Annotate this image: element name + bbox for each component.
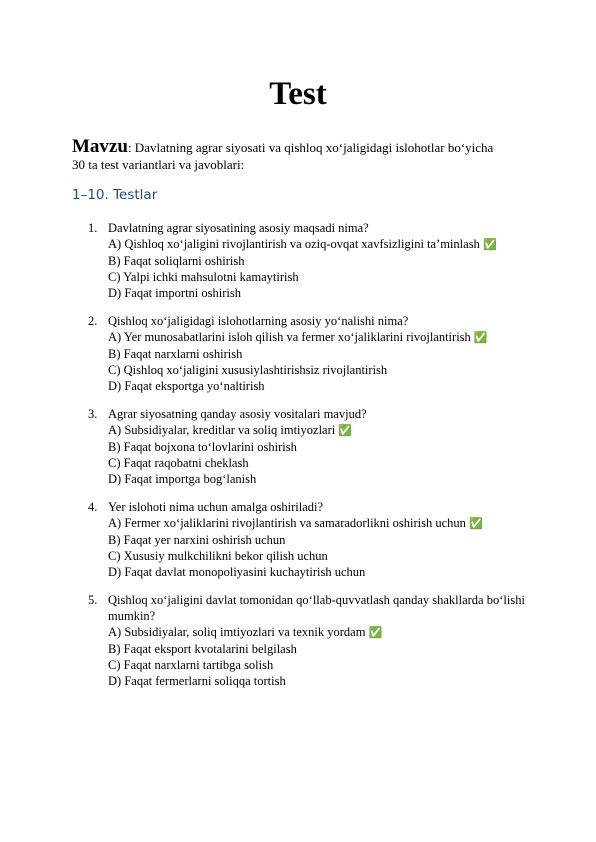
answer-option (108, 657, 528, 673)
topic-label: Mavzu (72, 136, 128, 157)
question-number: 4. (88, 500, 98, 514)
answer-option (108, 422, 528, 439)
question-number: 3. (88, 407, 98, 421)
answer-option (108, 329, 528, 346)
answer-option-text: D) Faqat fermerlarni soliqqa tortish (108, 674, 286, 688)
answer-option (108, 253, 528, 269)
question-number: 1. (88, 221, 98, 235)
answer-option (108, 673, 528, 689)
answer-option-text: D) Faqat importga bog‘lanish (108, 472, 257, 486)
answer-option-text: D) Faqat davlat monopoliyasini kuchaytirish uchun (108, 565, 366, 579)
correct-answer-check-icon: ✅ (482, 238, 497, 251)
answer-option-text: A) Yer munosabatlarini isloh qilish va fermer xo‘jaliklarini rivojlantirish (108, 330, 471, 344)
question-text: Yer islohoti nima uchun amalga oshiriladi? (108, 500, 324, 514)
question-text: Davlatning agrar siyosatining asosiy maqsadi nima? (108, 221, 369, 235)
answer-option-text: A) Subsidiyalar, kreditlar va soliq imtiyozlari (108, 423, 336, 437)
topic-paragraph (72, 138, 502, 173)
question-item (88, 313, 528, 394)
question-item (88, 592, 528, 689)
question-list (88, 220, 528, 701)
correct-answer-check-icon: ✅ (473, 331, 488, 344)
answer-option-text: C) Faqat narxlarni tartibga solish (108, 658, 274, 672)
answer-option (108, 548, 528, 564)
answer-option (108, 439, 528, 455)
answer-option-text: B) Faqat yer narxini oshirish uchun (108, 533, 286, 547)
question-text: Qishloq xo‘jaligini davlat tomonidan qo‘llab-quvvatlash qanday shakllarda bo‘lishi mumkin? (108, 593, 525, 623)
question-text: Agrar siyosatning qanday asosiy vositalari mavjud? (108, 407, 367, 421)
answer-option-text: B) Faqat eksport kvotalarini belgilash (108, 642, 297, 656)
topic-text: : Davlatning agrar siyosati va qishloq xo‘jaligidagi islohotlar bo‘yicha 30 ta test variantlari va javoblari: (72, 140, 494, 172)
section-heading: 1–10. Testlar (72, 187, 158, 203)
answer-option-text: D) Faqat importni oshirish (108, 286, 241, 300)
answer-option-text: C) Faqat raqobatni cheklash (108, 456, 249, 470)
answer-option-text: C) Xususiy mulkchilikni bekor qilish uchun (108, 549, 328, 563)
answer-option-text: C) Yalpi ichki mahsulotni kamaytirish (108, 270, 299, 284)
answer-option (108, 624, 528, 641)
question-item (88, 499, 528, 580)
answer-option (108, 362, 528, 378)
page-title: Test (269, 76, 327, 112)
answer-option-text: B) Faqat bojxona to‘lovlarini oshirish (108, 440, 297, 454)
question-item (88, 406, 528, 487)
answer-option (108, 285, 528, 301)
answer-option (108, 378, 528, 394)
answer-option-text: B) Faqat narxlarni oshirish (108, 347, 243, 361)
question-item (88, 220, 528, 301)
question-number: 2. (88, 314, 98, 328)
correct-answer-check-icon: ✅ (338, 424, 353, 437)
answer-option-text: D) Faqat eksportga yo‘naltirish (108, 379, 265, 393)
answer-option-text: A) Subsidiyalar, soliq imtiyozlari va texnik yordam (108, 625, 366, 639)
answer-option-text: A) Fermer xo‘jaliklarini rivojlantirish va samaradorlikni oshirish uchun (108, 516, 466, 530)
answer-option-text: B) Faqat soliqlarni oshirish (108, 254, 245, 268)
correct-answer-check-icon: ✅ (469, 517, 483, 530)
answer-option (108, 564, 528, 580)
answer-option (108, 532, 528, 548)
question-number: 5. (88, 593, 98, 607)
answer-option (108, 471, 528, 487)
answer-option (108, 236, 528, 253)
answer-option (108, 455, 528, 471)
answer-option (108, 515, 528, 532)
answer-option-text: C) Qishloq xo‘jaligini xususiylashtirishsiz rivojlantirish (108, 363, 388, 377)
answer-option (108, 346, 528, 362)
answer-option (108, 641, 528, 657)
correct-answer-check-icon: ✅ (368, 626, 383, 639)
question-text: Qishloq xo‘jaligidagi islohotlarning asosiy yo‘nalishi nima? (108, 314, 409, 328)
answer-option-text: A) Qishloq xo‘jaligini rivojlantirish va oziq-ovqat xavfsizligini ta’minlash (108, 237, 480, 251)
answer-option (108, 269, 528, 285)
